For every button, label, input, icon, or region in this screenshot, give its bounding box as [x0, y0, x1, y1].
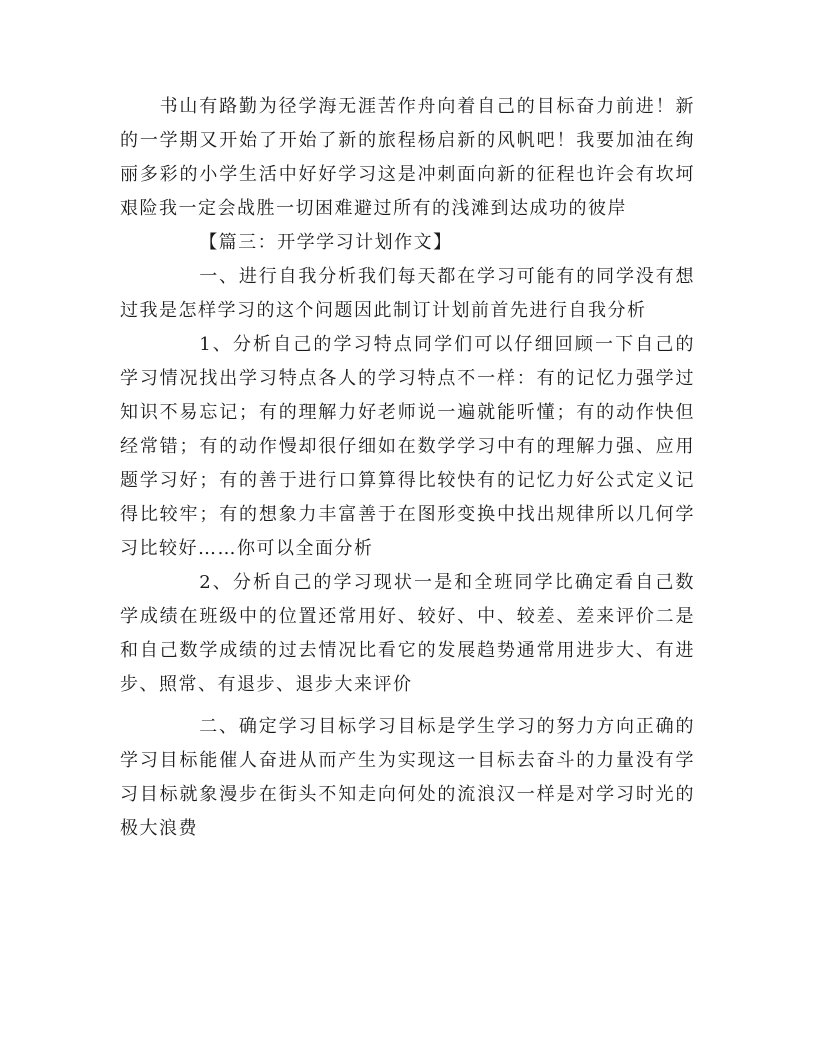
section-heading: 【篇三：开学学习计划作文】 [199, 232, 453, 253]
paragraph-learning-goals: 二、确定学习目标学习目标是学生学习的努力方向正确的学习目标能催人奋进从而产生为实现这一目标去奋斗的力量没有学习目标就象漫步在街头不知走向何处的流浪汉一样是对学习时光的极大浪费 [120, 716, 695, 839]
paragraph-intro: 书山有路勤为径学海无涯苦作舟向着自己的目标奋力前进！新的一学期又开始了开始了新的旅程杨启新的风帆吧！我要加油在绚丽多彩的小学生活中好好学习这是冲刺面向新的征程也许会有坎坷艰险我一定会战胜一切困难避过所有的浅滩到达成功的彼岸 [120, 96, 695, 219]
paragraph-learning-traits: 1、分析自己的学习特点同学们可以仔细回顾一下自己的学习情况找出学习特点各人的学习特点不一样：有的记忆力强学过知识不易忘记；有的理解力好老师说一遍就能听懂；有的动作快但经常错；有的动作慢却很仔细如在数学学习中有的理解力强、应用题学习好；有的善于进行口算算得比较快有的记忆力好公式定义记得比较牢；有的想象力丰富善于在图形变换中找出规律所以几何学习比较好……你可以全面分析 [120, 334, 695, 559]
paragraph-self-analysis: 一、进行自我分析我们每天都在学习可能有的同学没有想过我是怎样学习的这个问题因此制订计划前首先进行自我分析 [120, 266, 695, 321]
paragraph-gap [120, 702, 695, 710]
document-body [120, 90, 695, 846]
paragraph-learning-status: 2、分析自己的学习现状一是和全班同学比确定看自己数学成绩在班级中的位置还常用好、较好、中、较差、差来评价二是和自己数学成绩的过去情况比看它的发展趋势通常用进步大、有进步、照常、有退步、退步大来评价 [120, 572, 695, 695]
